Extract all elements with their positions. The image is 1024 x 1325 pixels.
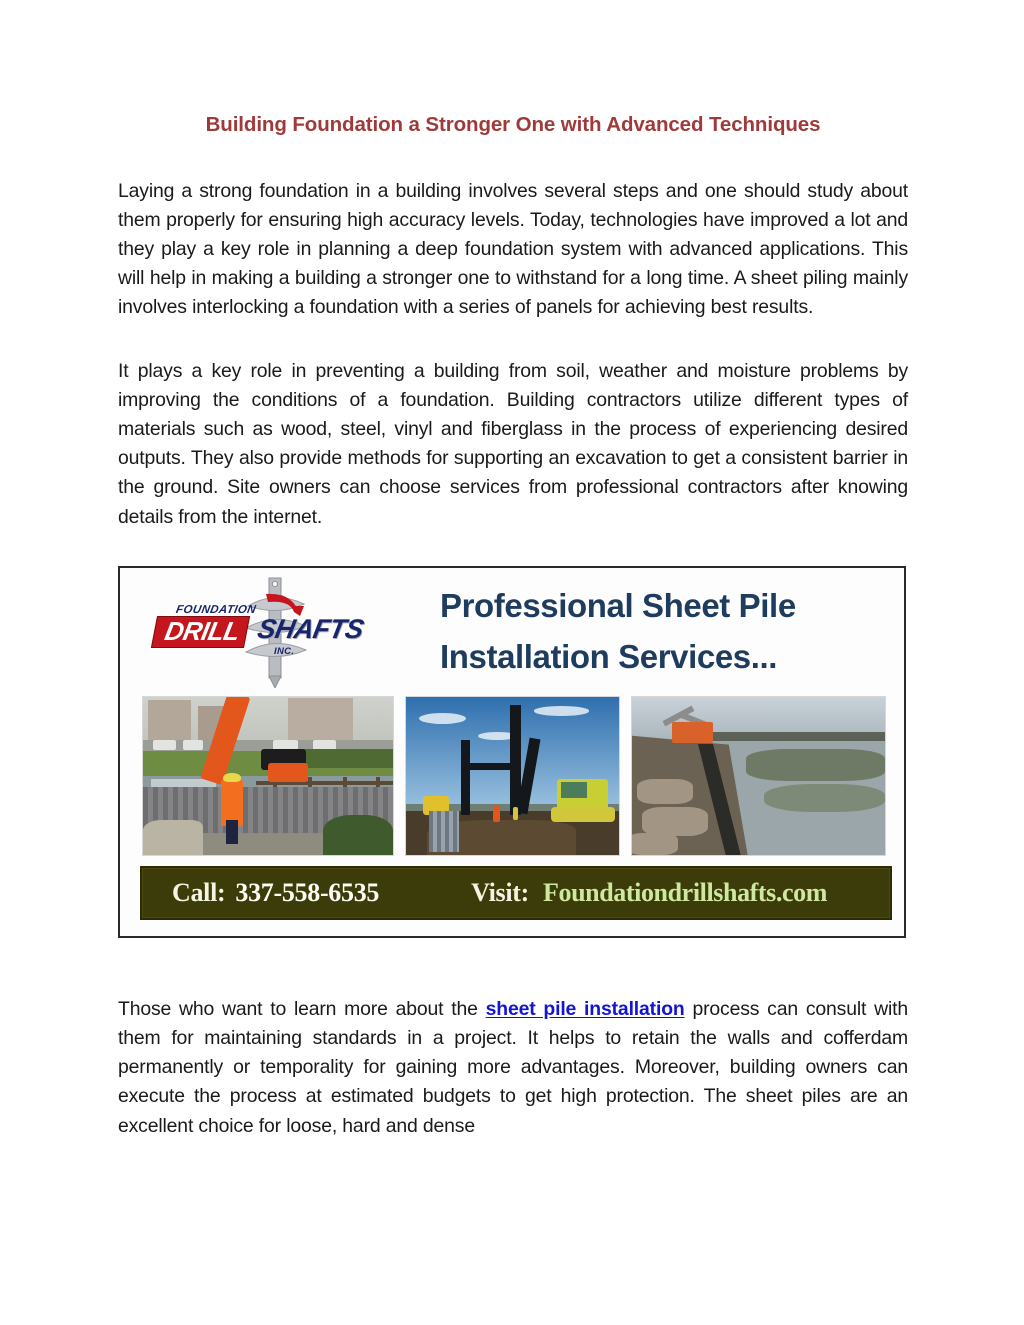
logo-drill-text: DRILL (151, 616, 250, 648)
page-title: Building Foundation a Stronger One with Advanced Techniques (205, 113, 821, 136)
logo-shafts-text: SHAFTS (255, 613, 366, 644)
logo-foundation-text: FOUNDATION (174, 603, 257, 616)
banner-bottom-spacer (118, 938, 908, 995)
document-content (118, 112, 908, 1141)
logo-wordmark (146, 604, 364, 656)
photo-shoreline-sheet-pile (631, 696, 886, 856)
banner-headline-line-2: Installation Services... (440, 637, 778, 675)
company-logo (146, 576, 376, 688)
banner-headline-line-1: Professional Sheet Pile (440, 586, 796, 624)
banner-contact-bar (140, 866, 892, 920)
logo-inc-text: INC. (274, 645, 295, 657)
banner-photo-strip (142, 696, 886, 856)
banner-header (120, 568, 904, 693)
visit-label: Visit: (471, 877, 530, 907)
paragraph-1: Laying a strong foundation in a building involves several steps and one should study about them properly for ensuring high accuracy levels. Today, technologies have improved a lot and they play a key role in planning a deep foundation system with advanced applications. This will help in making a building a stronger one to withstand for a long time. A sheet piling mainly involves interlocking a foundation with a series of panels for achieving best results. (118, 179, 908, 319)
promotional-banner-image (118, 566, 906, 938)
phone-number: 337-558-6535 (235, 877, 380, 907)
paragraph-3 (118, 995, 908, 1141)
paragraph-2: It plays a key role in preventing a building from soil, weather and moisture problems by improving the conditions of a foundation. Building contractors utilize different types of materials such as wood, steel, vinyl and fiberglass in the process of experiencing desired outputs. They also provide methods for supporting an excavation to get a consistent barrier in the ground. Site owners can choose services from professional contractors after knowing details from the internet. (118, 359, 908, 528)
paragraph-3-trailing-text: process can consult with them for maintaining standards in a project. It helps to retain the walls and cofferdam permanently or temporality for gaining more advantages. Moreover, building owners can execute the process at estimated budgets to get high protection. The sheet piles are an excellent choice for loose, hard and dense (118, 997, 908, 1137)
photo-excavator-sheet-pile-canal (142, 696, 394, 856)
sheet-pile-installation-link[interactable]: sheet pile installation (485, 997, 685, 1020)
banner-headline (440, 580, 890, 682)
call-label: Call: (172, 877, 226, 907)
paragraph-3-lead-text: Those who want to learn more about the (118, 997, 486, 1020)
website-url: Foundationdrillshafts.com (543, 877, 828, 907)
photo-pile-driving-rig (405, 696, 620, 856)
